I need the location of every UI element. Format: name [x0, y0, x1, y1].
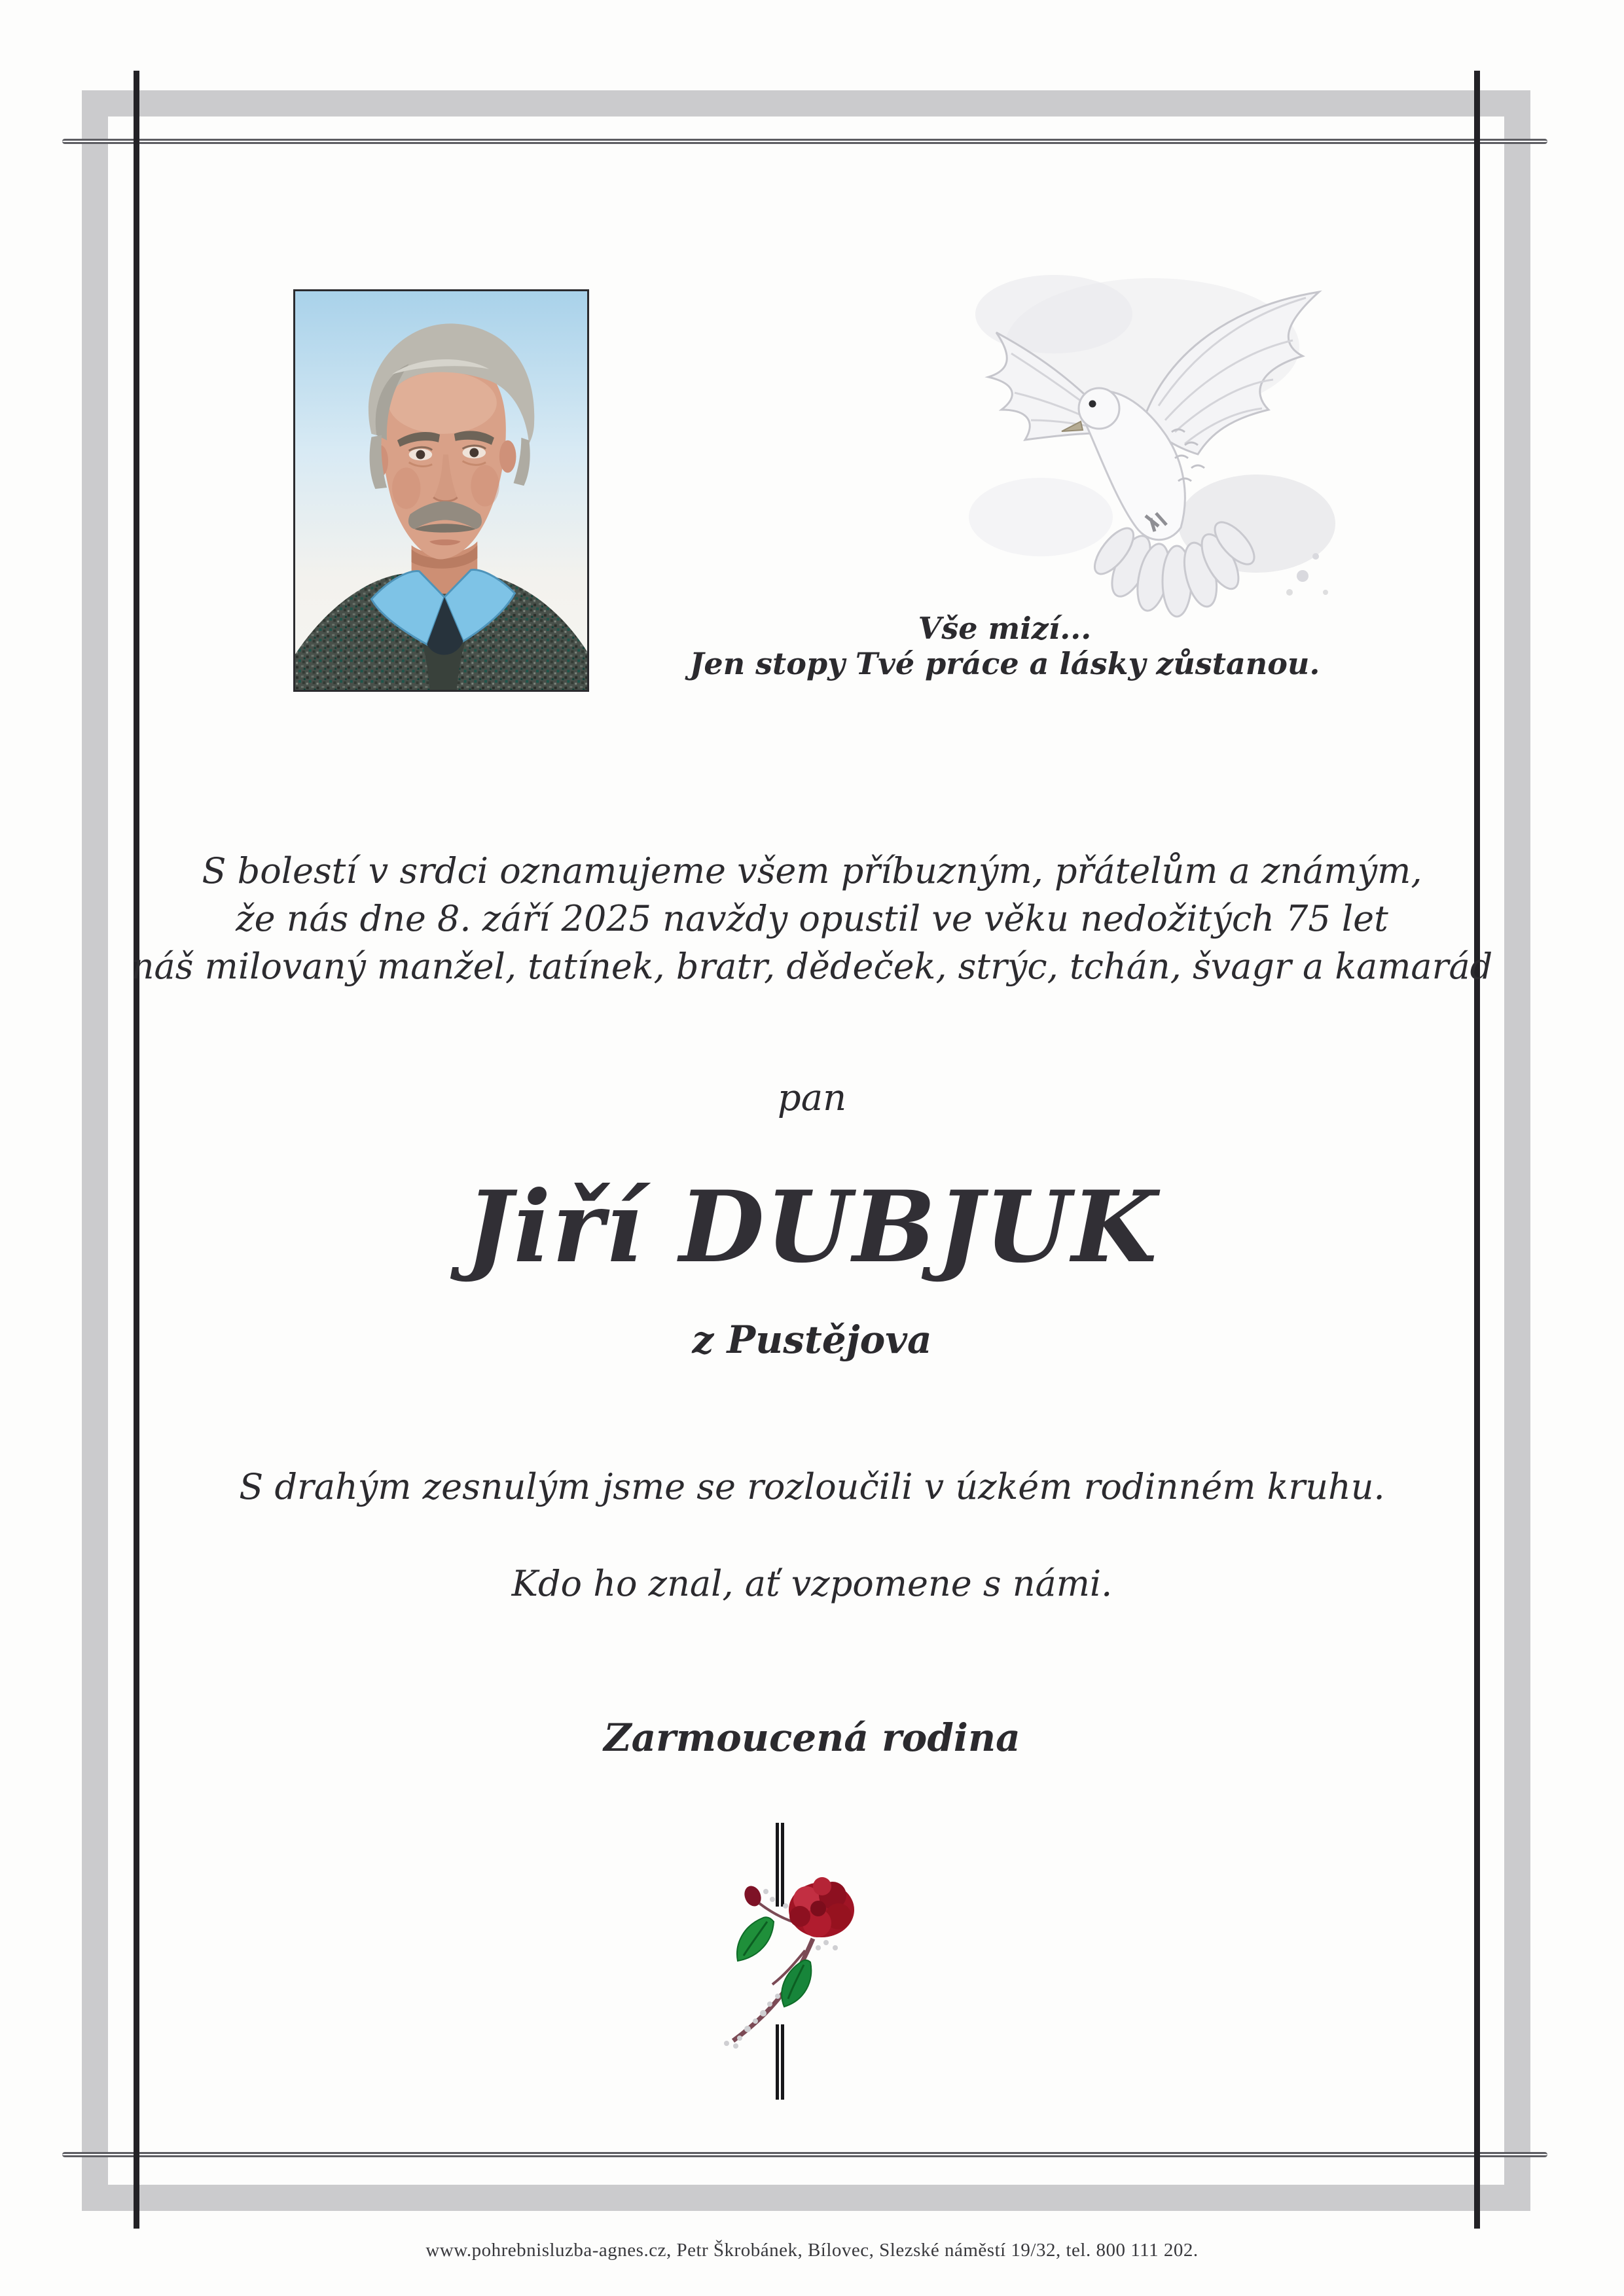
deceased-name: Jiří DUBJUK: [465, 1170, 1159, 1285]
quote-line-2: Jen stopy Tvé práce a lásky zůstanou.: [689, 646, 1320, 681]
title-prefix: pan: [777, 1077, 847, 1119]
bottom-rule-line: [62, 2152, 1547, 2157]
dove-icon: [949, 236, 1368, 628]
farewell-line-2: Kdo ho znal, ať vzpomene s námi.: [511, 1563, 1113, 1604]
rose-icon: [707, 1813, 916, 2108]
announcement-line-3: náš milovaný manžel, tatínek, bratr, dědeček, strýc, tchán, švagr a kamarád: [131, 946, 1493, 987]
announcement-line-1: S bolestí v srdci oznamujeme všem příbuzným, přátelům a známým,: [202, 850, 1422, 891]
top-rule-line: [62, 139, 1547, 144]
rose-ornament: [707, 1813, 916, 2108]
footer-contact: www.pohrebnisluzba-agnes.cz, Petr Škrobánek, Bílovec, Slezské náměstí 19/32, tel. 800 111 202.: [425, 2240, 1199, 2261]
dove-illustration: [949, 236, 1368, 628]
origin: z Pustějova: [692, 1318, 932, 1362]
farewell-line-1: S drahým zesnulým jsme se rozloučili v úzkém rodinném kruhu.: [239, 1466, 1385, 1507]
quote: [517, 611, 1492, 681]
signature: Zarmoucená rodina: [604, 1715, 1020, 1760]
left-vertical-line: [134, 71, 139, 2229]
right-vertical-line: [1474, 71, 1480, 2229]
announcement-line-2: že nás dne 8. září 2025 navždy opustil ve věku nedožitých 75 let: [236, 898, 1388, 939]
announcement: [0, 847, 1624, 990]
quote-line-1: Vše mizí...: [918, 611, 1092, 646]
